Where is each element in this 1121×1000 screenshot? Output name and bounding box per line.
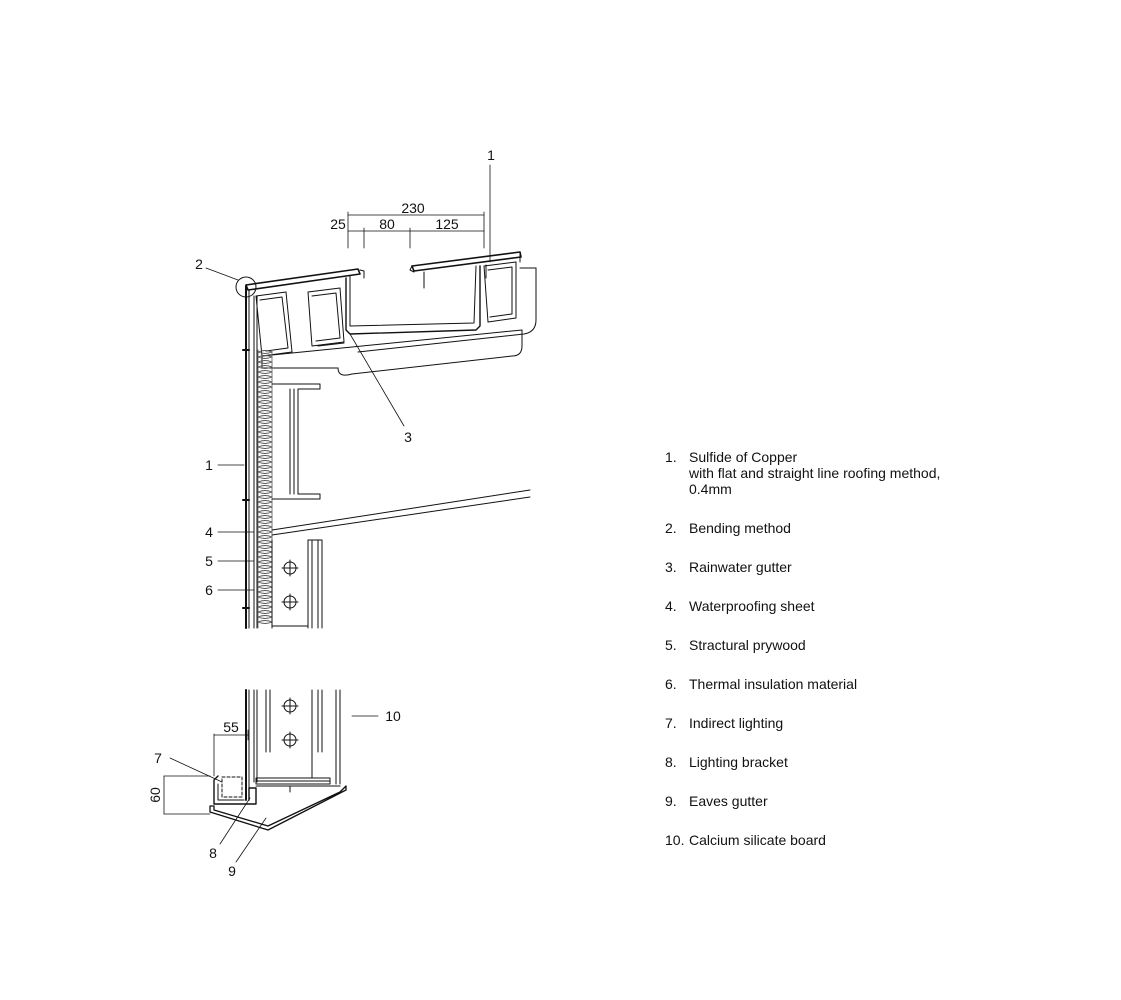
dim-80: 80 bbox=[379, 216, 395, 232]
callout-10: 10 bbox=[385, 708, 401, 724]
legend-item-number: 4. bbox=[665, 598, 677, 614]
legend-item-number: 7. bbox=[665, 715, 677, 731]
legend-item-number: 10. bbox=[665, 832, 685, 848]
gutter-support-frames bbox=[256, 262, 522, 375]
legend-item-text bbox=[689, 676, 857, 692]
legend-item-text bbox=[689, 715, 783, 731]
legend-item-text bbox=[689, 559, 792, 575]
legend-item-number: 6. bbox=[665, 676, 677, 692]
legend-item-text bbox=[689, 520, 791, 536]
legend-item-number: 5. bbox=[665, 637, 677, 653]
legend-item-line: Indirect lighting bbox=[689, 715, 784, 731]
legend-item-text bbox=[689, 598, 815, 614]
callout-3: 3 bbox=[404, 429, 412, 445]
rainwater-gutter bbox=[346, 266, 480, 334]
legend-item-line: with flat and straight line roofing method, bbox=[689, 465, 941, 481]
h-steel-beam bbox=[272, 384, 320, 499]
structural-plywood bbox=[254, 296, 257, 628]
callout-6: 6 bbox=[205, 582, 213, 598]
legend-item-text bbox=[689, 754, 788, 770]
legend-item-line: Sulfide of Copper bbox=[689, 449, 798, 465]
post-upper bbox=[272, 540, 322, 628]
legend-item-number: 9. bbox=[665, 793, 677, 809]
leader-lines bbox=[170, 165, 490, 862]
wall-copper-cladding bbox=[243, 286, 249, 628]
legend-item-text bbox=[689, 793, 768, 809]
legend-item-text bbox=[689, 449, 940, 497]
legend-item-line: Lighting bracket bbox=[689, 754, 788, 770]
dim-230: 230 bbox=[401, 200, 425, 216]
roof-copper-sheet bbox=[246, 252, 536, 352]
indirect-lighting bbox=[222, 777, 242, 797]
callout-labels bbox=[154, 147, 495, 879]
legend-item-text bbox=[689, 637, 806, 653]
callout-1-wall: 1 bbox=[205, 457, 213, 473]
legend-item-line: Bending method bbox=[689, 520, 791, 536]
dim-60: 60 bbox=[147, 787, 163, 803]
legend-item-number: 2. bbox=[665, 520, 677, 536]
legend-item-number: 8. bbox=[665, 754, 677, 770]
legend-item-line: Eaves gutter bbox=[689, 793, 768, 809]
calcium-silicate-board-bottom bbox=[256, 778, 330, 784]
callout-8: 8 bbox=[209, 845, 217, 861]
callout-1-top: 1 bbox=[487, 147, 495, 163]
eaves-gutter bbox=[210, 786, 346, 830]
dim-125: 125 bbox=[435, 216, 459, 232]
legend-item-line: Thermal insulation material bbox=[689, 676, 858, 692]
legend-item-line: Rainwater gutter bbox=[689, 559, 792, 575]
callout-5: 5 bbox=[205, 553, 213, 569]
callout-2: 2 bbox=[195, 256, 203, 272]
dim-55: 55 bbox=[223, 719, 239, 735]
insulation-wave-path bbox=[258, 351, 272, 624]
ceiling-line bbox=[272, 490, 530, 535]
callout-4: 4 bbox=[205, 524, 213, 540]
insulation-hatch bbox=[258, 351, 272, 624]
legend-item-line: Calcium silicate board bbox=[689, 832, 826, 848]
legend-item-text bbox=[689, 832, 826, 848]
lighting-bracket bbox=[214, 776, 256, 804]
legend-item-number: 3. bbox=[665, 559, 677, 575]
legend-item-line: Stractural prywood bbox=[689, 637, 806, 653]
dimension-labels bbox=[147, 200, 459, 803]
legend-item-line: Waterproofing sheet bbox=[689, 598, 815, 614]
dim-25: 25 bbox=[330, 216, 346, 232]
callout-9: 9 bbox=[228, 863, 236, 879]
dimension-lines bbox=[164, 212, 484, 814]
legend-item-line: 0.4mm bbox=[689, 481, 732, 497]
callout-7: 7 bbox=[154, 750, 162, 766]
legend-item-number: 1. bbox=[665, 449, 677, 465]
